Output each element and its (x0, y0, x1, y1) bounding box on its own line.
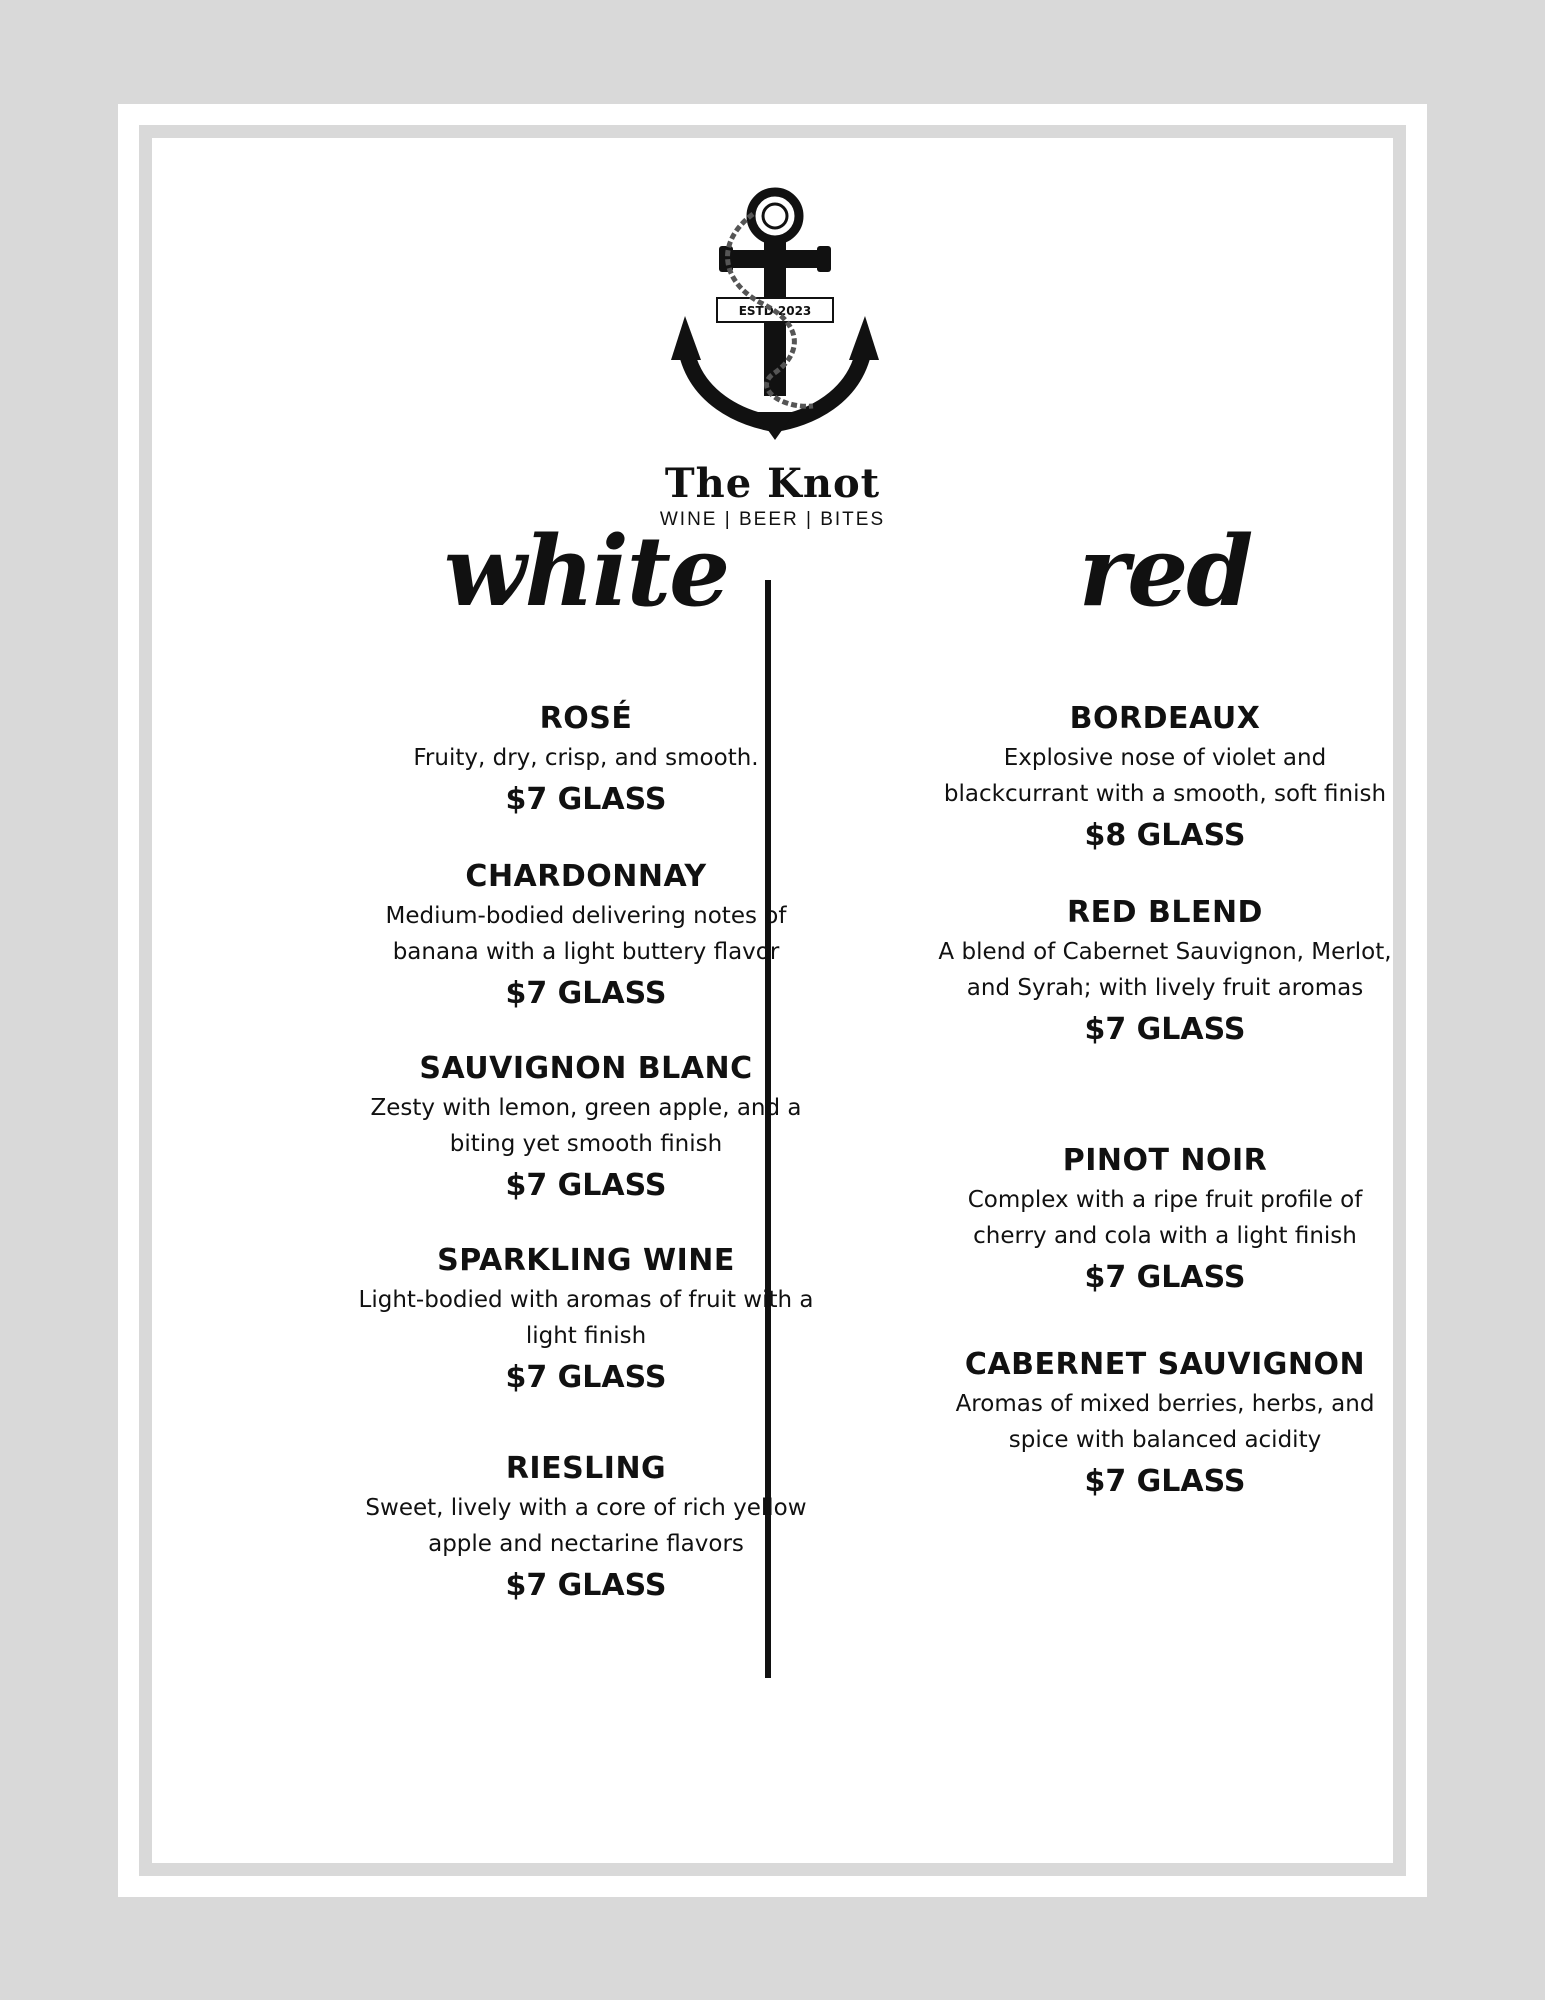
item-description: Sweet, lively with a core of rich yellow apple and nectarine flavors (365, 1495, 807, 1557)
item-name: PINOT NOIR (1062, 1143, 1268, 1178)
item-description: A blend of Cabernet Sauvignon, Merlot, and Syrah; with lively fruit aromas (938, 939, 1392, 1001)
menu-item-sparkling-wine (336, 1242, 836, 1398)
menu-item-red-blend (915, 894, 1415, 1050)
item-price: $7 GLASS (505, 1568, 667, 1603)
item-name: SAUVIGNON BLANC (419, 1051, 753, 1086)
menu-item-chardonnay (336, 858, 836, 1014)
menu-item-bordeaux (915, 700, 1415, 856)
item-name: CHARDONNAY (465, 859, 707, 894)
item-name: RED BLEND (1067, 895, 1263, 930)
item-description: Zesty with lemon, green apple, and a biting yet smooth finish (370, 1095, 802, 1157)
brand-name: The Knot (664, 460, 881, 507)
item-description: Medium-bodied delivering notes of banana with a light buttery flavor (385, 903, 787, 965)
item-price: $7 GLASS (1084, 1464, 1246, 1499)
item-name: CABERNET SAUVIGNON (964, 1347, 1366, 1382)
item-price: $7 GLASS (505, 782, 667, 817)
brand-tagline: WINE | BEER | BITES (659, 509, 886, 530)
menu-item-riesling (336, 1450, 836, 1606)
item-price: $7 GLASS (505, 1168, 667, 1203)
menu-sheet (118, 104, 1427, 1897)
menu-item-cabernet-sauvignon (915, 1346, 1415, 1502)
item-description: Fruity, dry, crisp, and smooth. (413, 745, 759, 771)
item-name: ROSÉ (539, 701, 633, 736)
item-name: BORDEAUX (1069, 701, 1261, 736)
item-price: $7 GLASS (505, 1360, 667, 1395)
item-description: Complex with a ripe fruit profile of cherry and cola with a light finish (967, 1187, 1363, 1249)
white-heading: white (443, 515, 729, 628)
menu-item-pinot-noir (915, 1142, 1415, 1298)
item-name: RIESLING (505, 1451, 667, 1486)
item-description: Aromas of mixed berries, herbs, and spice with balanced acidity (955, 1391, 1375, 1453)
item-description: Light-bodied with aromas of fruit with a light finish (358, 1287, 814, 1349)
item-price: $7 GLASS (1084, 1012, 1246, 1047)
item-price: $7 GLASS (505, 976, 667, 1011)
menu-item-sauvignon-blanc (336, 1050, 836, 1206)
menu-item-rose (336, 700, 836, 820)
item-name: SPARKLING WINE (437, 1243, 735, 1278)
item-price: $8 GLASS (1084, 818, 1246, 853)
red-heading: red (1078, 515, 1252, 628)
anchor-icon (663, 184, 883, 444)
item-description: Explosive nose of violet and blackcurrant with a smooth, soft finish (943, 745, 1387, 807)
established-label: ESTD 2023 (738, 304, 812, 318)
brand-logo (658, 184, 888, 494)
item-price: $7 GLASS (1084, 1260, 1246, 1295)
